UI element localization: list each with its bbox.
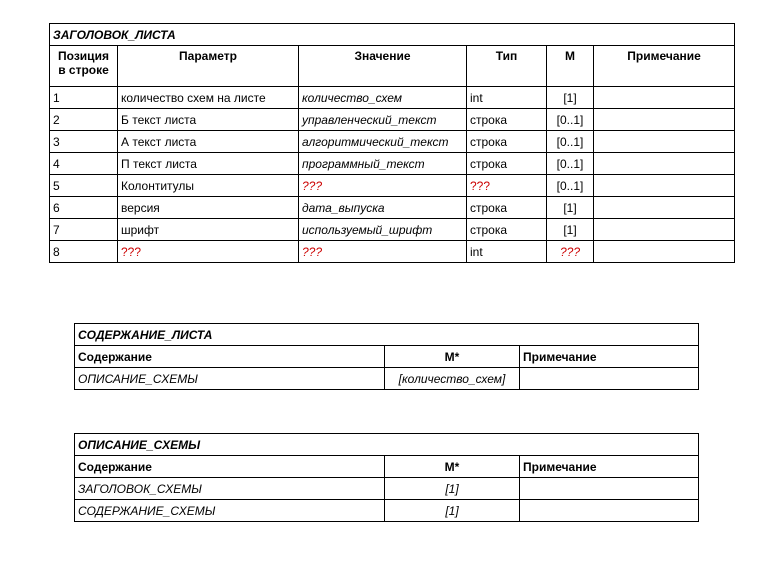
table-row <box>50 241 735 263</box>
cell-note <box>594 197 735 219</box>
cell-value: дата_выпуска <box>299 197 467 219</box>
header-parameter: Параметр <box>118 46 299 87</box>
table-row <box>50 153 735 175</box>
cell-parameter: версия <box>118 197 299 219</box>
header-type: Тип <box>467 46 547 87</box>
sheet-content-table <box>74 323 699 390</box>
cell-note <box>520 478 699 500</box>
cell-m: [0..1] <box>547 131 594 153</box>
table-row <box>50 87 735 109</box>
cell-parameter: количество схем на листе <box>118 87 299 109</box>
cell-m: [0..1] <box>547 153 594 175</box>
cell-type: строка <box>467 219 547 241</box>
table-title: СОДЕРЖАНИЕ_ЛИСТА <box>75 324 699 346</box>
cell-position: 2 <box>50 109 118 131</box>
cell-position: 6 <box>50 197 118 219</box>
cell-m: ??? <box>547 241 594 263</box>
cell-value: алгоритмический_текст <box>299 131 467 153</box>
header-position-line2: в строке <box>58 63 109 77</box>
cell-value: ??? <box>299 175 467 197</box>
table-row <box>50 109 735 131</box>
cell-type: int <box>467 241 547 263</box>
header-m: М <box>547 46 594 87</box>
cell-value: используемый_шрифт <box>299 219 467 241</box>
cell-m: [0..1] <box>547 109 594 131</box>
table-header-row <box>75 346 699 368</box>
cell-note <box>520 500 699 522</box>
cell-parameter: шрифт <box>118 219 299 241</box>
header-m: М* <box>385 456 520 478</box>
cell-position: 3 <box>50 131 118 153</box>
header-position-line1: Позиция <box>58 49 109 63</box>
cell-parameter: П текст листа <box>118 153 299 175</box>
cell-type: ??? <box>467 175 547 197</box>
header-content: Содержание <box>75 456 385 478</box>
cell-value: управленческий_текст <box>299 109 467 131</box>
cell-note <box>594 175 735 197</box>
header-value: Значение <box>299 46 467 87</box>
cell-note <box>594 241 735 263</box>
cell-note <box>594 109 735 131</box>
cell-position: 8 <box>50 241 118 263</box>
sheet-header-table <box>49 23 735 263</box>
table-header-row <box>50 46 735 87</box>
table-title: ЗАГОЛОВОК_ЛИСТА <box>50 24 735 46</box>
table-row <box>50 175 735 197</box>
cell-position: 4 <box>50 153 118 175</box>
header-content: Содержание <box>75 346 385 368</box>
cell-position: 1 <box>50 87 118 109</box>
cell-content: ЗАГОЛОВОК_СХЕМЫ <box>75 478 385 500</box>
table-row <box>75 478 699 500</box>
cell-m: [1] <box>547 197 594 219</box>
header-position <box>50 46 118 87</box>
cell-m: [0..1] <box>547 175 594 197</box>
cell-m: [1] <box>547 219 594 241</box>
cell-note <box>520 368 699 390</box>
cell-type: строка <box>467 197 547 219</box>
table-row <box>50 219 735 241</box>
header-note: Примечание <box>520 346 699 368</box>
table-row <box>75 368 699 390</box>
cell-content: СОДЕРЖАНИЕ_СХЕМЫ <box>75 500 385 522</box>
cell-note <box>594 87 735 109</box>
header-m: М* <box>385 346 520 368</box>
table-row <box>75 500 699 522</box>
cell-content: ОПИСАНИЕ_СХЕМЫ <box>75 368 385 390</box>
cell-type: строка <box>467 109 547 131</box>
cell-parameter: Колонтитулы <box>118 175 299 197</box>
header-note: Примечание <box>594 46 735 87</box>
scheme-description-table <box>74 433 699 522</box>
cell-value: количество_схем <box>299 87 467 109</box>
cell-type: int <box>467 87 547 109</box>
cell-parameter: Б текст листа <box>118 109 299 131</box>
cell-type: строка <box>467 131 547 153</box>
cell-value: ??? <box>299 241 467 263</box>
table-row <box>50 197 735 219</box>
cell-m: [количество_схем] <box>385 368 520 390</box>
cell-value: программный_текст <box>299 153 467 175</box>
table-row <box>50 131 735 153</box>
cell-note <box>594 219 735 241</box>
cell-note <box>594 153 735 175</box>
cell-position: 5 <box>50 175 118 197</box>
cell-m: [1] <box>385 500 520 522</box>
cell-position: 7 <box>50 219 118 241</box>
table-title: ОПИСАНИЕ_СХЕМЫ <box>75 434 699 456</box>
cell-note <box>594 131 735 153</box>
header-note: Примечание <box>520 456 699 478</box>
cell-type: строка <box>467 153 547 175</box>
cell-m: [1] <box>385 478 520 500</box>
table-header-row <box>75 456 699 478</box>
cell-parameter: ??? <box>118 241 299 263</box>
cell-parameter: А текст листа <box>118 131 299 153</box>
cell-m: [1] <box>547 87 594 109</box>
